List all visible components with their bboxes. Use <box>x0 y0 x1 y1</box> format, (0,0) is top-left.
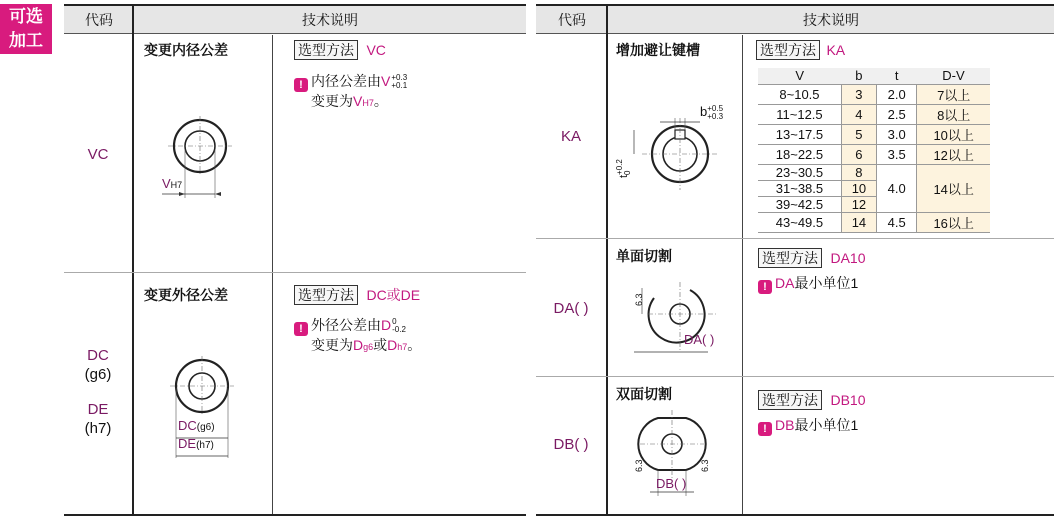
table-row <box>758 164 990 180</box>
vc-note1-upper: +0.3 <box>391 73 408 83</box>
ka-cell-b: 3 <box>841 84 876 104</box>
de-dim: DE <box>178 436 197 451</box>
warning-icon: ! <box>758 422 772 436</box>
right-row-divider-1 <box>536 238 1054 239</box>
vc-method <box>294 40 386 60</box>
ka-dim-b-label: b <box>700 104 708 119</box>
ka-method-value: KA <box>826 42 846 58</box>
ka-cell-v: 11~12.5 <box>758 104 841 124</box>
dcde-note1-upper: 0 <box>392 317 397 327</box>
vc-diagram <box>154 114 234 210</box>
dcde-note2-a-sub: g6 <box>363 342 374 352</box>
left-header-desc: 技术说明 <box>302 12 358 28</box>
code-da: DA( ) <box>553 300 589 317</box>
da-method <box>758 248 865 268</box>
db-note-sym: DB <box>775 417 795 433</box>
db-method <box>758 390 865 410</box>
ka-cell-v: 43~49.5 <box>758 212 841 232</box>
tag-line-1: 可选 <box>9 7 43 26</box>
ka-dim-t-upper: +0.2 <box>615 159 624 175</box>
db-note <box>758 416 858 436</box>
right-table <box>536 4 1054 518</box>
db-dim-side-left: 6.3 <box>634 459 644 472</box>
dcde-title: 变更外径公差 <box>144 287 228 303</box>
vc-note2-sym: V <box>353 93 363 109</box>
dcde-note <box>294 316 421 357</box>
ka-cell-b: 14 <box>841 212 876 232</box>
da-title: 单面切割 <box>616 248 672 264</box>
ka-cell-v: 23~30.5 <box>758 164 841 180</box>
ka-cell-dv: 14以上 <box>917 164 990 212</box>
ka-cell-b: 6 <box>841 144 876 164</box>
da-note-rest: 最小单位1 <box>794 275 859 291</box>
dcde-note1-prefix: 外径公差由 <box>311 317 381 333</box>
vc-note1-prefix: 内径公差由 <box>311 73 381 89</box>
da-method-label: 选型方法 <box>758 248 822 268</box>
code-db: DB( ) <box>553 436 589 453</box>
vc-note <box>294 72 407 113</box>
table-row <box>758 124 990 144</box>
ka-cell-b: 5 <box>841 124 876 144</box>
ka-th-t: t <box>876 68 916 84</box>
ka-cell-v: 18~22.5 <box>758 144 841 164</box>
vc-dim-v: V <box>162 176 171 191</box>
dcde-note2-b-sub: h7 <box>397 342 408 352</box>
ka-dim-b-lower: +0.3 <box>707 111 724 121</box>
table-row <box>758 84 990 104</box>
left-inner-divider <box>272 35 273 516</box>
ka-cell-b: 12 <box>841 196 876 212</box>
vc-note2-sub: H7 <box>362 98 374 108</box>
ka-table-header-row <box>758 68 990 84</box>
code-dc-de <box>64 346 132 438</box>
ka-dim-t-lower: 0 <box>623 170 632 175</box>
ka-cell-t: 2.0 <box>876 84 916 104</box>
ka-cell-t: 2.5 <box>876 104 916 124</box>
ka-cell-b: 4 <box>841 104 876 124</box>
da-note <box>758 274 858 294</box>
ka-cell-dv: 8以上 <box>917 104 990 124</box>
right-col-divider <box>606 6 608 516</box>
ka-spec-table <box>758 68 990 233</box>
dcde-method-label: 选型方法 <box>294 285 358 305</box>
dc-dim-sub: (g6) <box>196 422 215 433</box>
right-inner-divider <box>742 35 743 516</box>
code-dc: DC <box>87 347 109 364</box>
dcde-note2-a: D <box>353 337 364 353</box>
db-method-value: DB10 <box>830 392 866 408</box>
da-note-sym: DA <box>775 275 795 291</box>
vc-note2-end: 。 <box>373 93 388 109</box>
right-table-bottom <box>536 514 1054 516</box>
ka-method-label: 选型方法 <box>756 40 820 60</box>
dcde-method-value: DC或DE <box>366 287 421 303</box>
warning-icon: ! <box>758 280 772 294</box>
de-dim-label <box>178 436 214 451</box>
dcde-method <box>294 285 420 305</box>
ka-cell-t: 3.5 <box>876 144 916 164</box>
vc-note1-sym: V <box>381 73 391 89</box>
table-row <box>758 212 990 232</box>
code-de-sub: (h7) <box>84 420 112 437</box>
left-header-code: 代码 <box>85 12 113 28</box>
ka-method <box>756 40 845 60</box>
vc-method-value: VC <box>366 42 386 58</box>
ka-cell-dv: 16以上 <box>917 212 990 232</box>
vc-dim-sub: H7 <box>170 180 183 190</box>
ka-cell-v: 13~17.5 <box>758 124 841 144</box>
vc-note2-prefix: 变更为 <box>311 93 353 109</box>
dcde-note2-or: 或 <box>373 337 388 353</box>
ka-cell-t: 4.5 <box>876 212 916 232</box>
ka-cell-dv: 12以上 <box>917 144 990 164</box>
ka-cell-dv: 7以上 <box>917 84 990 104</box>
db-dim-label: DB( ) <box>656 476 687 491</box>
ka-dim-b <box>700 104 723 121</box>
db-method-label: 选型方法 <box>758 390 822 410</box>
right-header-desc: 技术说明 <box>803 12 859 28</box>
ka-cell-dv: 10以上 <box>917 124 990 144</box>
tag-line-2: 加工 <box>9 31 43 50</box>
dcde-note1-sym: D <box>381 317 392 333</box>
right-row-divider-2 <box>536 376 1054 377</box>
ka-th-dv: D-V <box>917 68 990 84</box>
ka-title: 增加避让键槽 <box>616 42 700 58</box>
ka-cell-b: 8 <box>841 164 876 180</box>
ka-cell-v: 39~42.5 <box>758 196 841 212</box>
left-table <box>64 4 526 518</box>
da-method-value: DA10 <box>830 250 866 266</box>
ka-cell-v: 8~10.5 <box>758 84 841 104</box>
ka-dim-t <box>616 159 632 178</box>
vc-dim-label <box>162 176 182 191</box>
ka-cell-t: 3.0 <box>876 124 916 144</box>
dc-dim-label <box>178 418 215 433</box>
vc-method-label: 选型方法 <box>294 40 358 60</box>
warning-icon: ! <box>294 322 308 336</box>
ka-dim-b-upper: +0.5 <box>707 103 724 113</box>
left-table-bottom <box>64 514 526 516</box>
code-ka: KA <box>560 128 581 145</box>
ka-cell-v: 31~38.5 <box>758 180 841 196</box>
dc-dim: DC <box>178 418 197 433</box>
ka-th-v: V <box>758 68 841 84</box>
table-row <box>758 104 990 124</box>
optional-processing-tag <box>0 4 52 54</box>
code-de: DE <box>87 401 109 418</box>
dcde-note1-lower: -0.2 <box>392 325 406 335</box>
dcde-note2-b: D <box>387 337 398 353</box>
code-dc-sub: (g6) <box>84 366 112 383</box>
left-col-divider <box>132 6 134 516</box>
dcde-note2-end: 。 <box>407 337 422 353</box>
db-note-rest: 最小单位1 <box>794 417 859 433</box>
db-dim-side-right: 6.3 <box>700 459 710 472</box>
da-dim-side: 6.3 <box>634 293 644 306</box>
left-row-divider <box>64 272 526 273</box>
ka-cell-b: 10 <box>841 180 876 196</box>
code-vc: VC <box>87 146 109 163</box>
da-dim-label: DA( ) <box>684 332 715 347</box>
de-dim-sub: (h7) <box>196 440 214 451</box>
db-title: 双面切割 <box>616 386 672 402</box>
vc-note1-lower: +0.1 <box>391 81 408 91</box>
dcde-note2-prefix: 变更为 <box>311 337 353 353</box>
ka-cell-t: 4.0 <box>876 164 916 212</box>
vc-title: 变更内径公差 <box>144 42 228 58</box>
ka-th-b: b <box>841 68 876 84</box>
right-header-code: 代码 <box>558 12 586 28</box>
ka-dim-t-label: t <box>617 174 630 178</box>
table-row <box>758 144 990 164</box>
warning-icon: ! <box>294 78 308 92</box>
